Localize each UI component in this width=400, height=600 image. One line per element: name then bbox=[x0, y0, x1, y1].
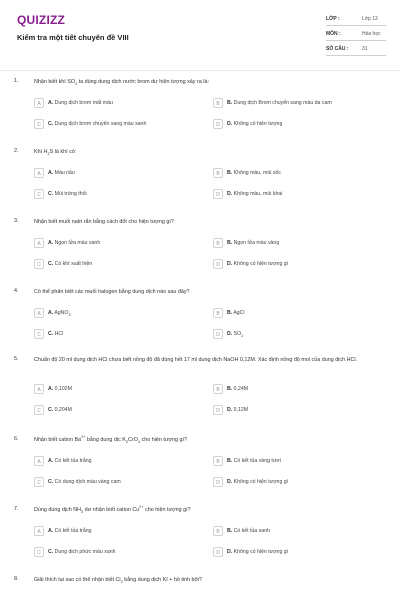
question-text: Khí $H_2S$ là khí có: bbox=[34, 149, 77, 157]
meta-divider bbox=[326, 55, 386, 56]
question-text: Chuẩn độ 20 ml dung dịch HCl chưa biết nồng độ đã dùng hết 17 ml dung dịch NaOH 0,12M. Xác định nồng độ mol của dung dịch HCl. bbox=[34, 357, 358, 363]
option-answer: Ngọn lửa màu xanh bbox=[53, 240, 101, 246]
option-label: A. bbox=[48, 100, 54, 106]
option-a[interactable] bbox=[34, 168, 202, 179]
option-label: C. bbox=[48, 121, 54, 127]
option-label: D. bbox=[227, 331, 233, 337]
option-text bbox=[227, 549, 288, 555]
option-text bbox=[48, 261, 92, 267]
option-letter-box[interactable]: D bbox=[213, 329, 223, 339]
option-label: A. bbox=[48, 170, 54, 176]
option-letter-box[interactable]: B bbox=[213, 384, 223, 394]
option-c[interactable] bbox=[34, 405, 202, 416]
question-text: Nhận biết cation $Ba^{2+}$ bằng dung dịc $K_2CrO_4$ cho hiện tượng gì? bbox=[34, 435, 188, 445]
option-letter-box[interactable]: B bbox=[213, 456, 223, 466]
question-number: 7. bbox=[14, 506, 19, 512]
meta-count-value: 31 bbox=[362, 46, 368, 52]
option-label: B. bbox=[227, 528, 233, 534]
option-d[interactable] bbox=[213, 259, 381, 270]
option-text bbox=[227, 331, 243, 337]
option-a[interactable] bbox=[34, 384, 202, 395]
question-number: 1. bbox=[14, 78, 19, 84]
option-d[interactable] bbox=[213, 119, 381, 130]
option-text bbox=[227, 121, 282, 127]
option-b[interactable] bbox=[213, 168, 381, 179]
option-letter-box[interactable]: A bbox=[34, 238, 44, 248]
option-label: A. bbox=[48, 240, 54, 246]
option-answer: Có kết tủa trắng bbox=[53, 458, 92, 464]
option-letter-box[interactable]: D bbox=[213, 477, 223, 487]
option-letter-box[interactable]: B bbox=[213, 308, 223, 318]
option-letter-box[interactable]: C bbox=[34, 119, 44, 129]
option-text bbox=[48, 407, 72, 413]
option-text bbox=[48, 528, 92, 534]
option-answer: Có khí xuất hiện bbox=[53, 261, 93, 267]
option-a[interactable] bbox=[34, 456, 202, 467]
meta-divider bbox=[326, 25, 386, 26]
option-text bbox=[227, 310, 245, 316]
option-label: C. bbox=[48, 191, 54, 197]
option-text bbox=[227, 261, 288, 267]
meta-count-label: SỐ CÂU : bbox=[326, 46, 349, 52]
option-text bbox=[227, 458, 281, 464]
question-text: Dùng dung dịch $NH_3$ dư nhận biết cation $Cu^{2+}$ cho hiện tượng gì? bbox=[34, 505, 191, 515]
quizizz-logo: QUIZIZZ bbox=[17, 13, 66, 27]
option-label: D. bbox=[227, 121, 233, 127]
option-letter-box[interactable]: B bbox=[213, 526, 223, 536]
option-answer: Ngọn lửa màu vàng bbox=[232, 240, 280, 246]
option-answer: Có kết tủa trắng bbox=[53, 528, 92, 534]
option-answer: Không có hiện tượng bbox=[232, 121, 283, 127]
option-answer: Không có hiện tượng gì bbox=[232, 549, 289, 555]
option-label: C. bbox=[48, 261, 54, 267]
option-letter-box[interactable]: C bbox=[34, 405, 44, 415]
meta-grade-value: Lớp 12 bbox=[362, 16, 378, 22]
option-text bbox=[48, 170, 75, 176]
option-answer: Màu nâu bbox=[53, 170, 75, 176]
option-letter-box[interactable]: D bbox=[213, 119, 223, 129]
option-label: C. bbox=[48, 331, 54, 337]
option-answer: 0,24M bbox=[232, 386, 249, 392]
meta-grade-label: LỚP : bbox=[326, 16, 340, 22]
option-text bbox=[48, 121, 146, 127]
option-answer: Dung dịch brom mất màu bbox=[53, 100, 113, 106]
option-label: D. bbox=[227, 407, 233, 413]
option-letter-box[interactable]: B bbox=[213, 238, 223, 248]
option-answer: Có kết tủa vàng tươi bbox=[232, 458, 281, 464]
option-label: B. bbox=[227, 310, 233, 316]
worksheet-header bbox=[0, 0, 400, 66]
option-text bbox=[48, 100, 113, 106]
question-text: Nhận biết muối natri rắn bằng cách đốt cho hiện tượng gì? bbox=[34, 219, 174, 225]
option-text bbox=[227, 386, 248, 392]
option-answer: Không có hiện tượng gì bbox=[232, 261, 289, 267]
option-letter-box[interactable]: A bbox=[34, 168, 44, 178]
option-c[interactable] bbox=[34, 119, 202, 130]
option-answer: 0,102M bbox=[53, 386, 72, 392]
option-label: B. bbox=[227, 386, 233, 392]
option-text bbox=[48, 191, 87, 197]
option-answer: AgNO$_3$ bbox=[53, 310, 71, 318]
option-d[interactable] bbox=[213, 189, 381, 200]
option-label: A. bbox=[48, 458, 54, 464]
option-label: D. bbox=[227, 479, 233, 485]
option-answer: Mùi trứng thối bbox=[53, 191, 87, 197]
option-text bbox=[227, 407, 248, 413]
option-answer: Không có hiện tượng gì bbox=[232, 479, 289, 485]
option-answer: 0,12M bbox=[232, 407, 249, 413]
option-text bbox=[48, 331, 63, 337]
question-text: Nhận biết khí $SO_2$ ta dùng dung dịch nước brom dư hiện tượng xảy ra là: bbox=[34, 79, 209, 87]
option-text bbox=[48, 479, 121, 485]
question-number: 3. bbox=[14, 218, 19, 224]
option-text bbox=[227, 528, 270, 534]
option-label: D. bbox=[227, 261, 233, 267]
option-label: B. bbox=[227, 240, 233, 246]
option-letter-box[interactable]: A bbox=[34, 308, 44, 318]
option-label: C. bbox=[48, 549, 54, 555]
option-b[interactable] bbox=[213, 384, 381, 395]
question-number: 4. bbox=[14, 288, 19, 294]
option-letter-box[interactable]: A bbox=[34, 456, 44, 466]
option-letter-box[interactable]: B bbox=[213, 168, 223, 178]
option-letter-box[interactable]: C bbox=[34, 477, 44, 487]
option-answer: Không màu, mùi sốc bbox=[232, 170, 281, 176]
option-b[interactable] bbox=[213, 456, 381, 467]
option-answer: HCl bbox=[53, 331, 64, 337]
option-letter-box[interactable]: D bbox=[213, 405, 223, 415]
option-label: B. bbox=[227, 100, 233, 106]
option-letter-box[interactable]: A bbox=[34, 384, 44, 394]
option-text bbox=[48, 549, 116, 555]
option-text bbox=[48, 458, 92, 464]
option-label: A. bbox=[48, 528, 54, 534]
option-b[interactable] bbox=[213, 238, 381, 249]
option-c[interactable] bbox=[34, 547, 202, 558]
option-d[interactable] bbox=[213, 329, 381, 340]
option-d[interactable] bbox=[213, 405, 381, 416]
option-label: B. bbox=[227, 170, 233, 176]
option-label: A. bbox=[48, 310, 54, 316]
option-text bbox=[227, 170, 281, 176]
meta-divider bbox=[326, 40, 386, 41]
option-letter-box[interactable]: A bbox=[34, 526, 44, 536]
option-c[interactable] bbox=[34, 477, 202, 488]
option-a[interactable] bbox=[34, 98, 202, 109]
option-a[interactable] bbox=[34, 526, 202, 537]
header-divider bbox=[0, 70, 400, 71]
option-letter-box[interactable]: C bbox=[34, 259, 44, 269]
option-letter-box[interactable]: C bbox=[34, 547, 44, 557]
option-answer: Không màu, mùi khai bbox=[232, 191, 283, 197]
option-answer: Có dung dịch màu vàng cam bbox=[53, 479, 121, 485]
option-text bbox=[48, 386, 72, 392]
option-c[interactable] bbox=[34, 329, 202, 340]
option-label: A. bbox=[48, 386, 54, 392]
question-number: 6. bbox=[14, 436, 19, 442]
option-text bbox=[227, 100, 332, 106]
option-answer: 0,204M bbox=[53, 407, 72, 413]
option-answer: $SO_2$ bbox=[232, 331, 244, 339]
option-b[interactable] bbox=[213, 526, 381, 537]
option-letter-box[interactable]: C bbox=[34, 189, 44, 199]
question-number: 2. bbox=[14, 148, 19, 154]
option-b[interactable] bbox=[213, 308, 381, 319]
meta-subject-value: Hóa học bbox=[362, 31, 381, 37]
option-letter-box[interactable]: A bbox=[34, 98, 44, 108]
option-c[interactable] bbox=[34, 189, 202, 200]
option-d[interactable] bbox=[213, 547, 381, 558]
option-c[interactable] bbox=[34, 259, 202, 270]
option-letter-box[interactable]: D bbox=[213, 189, 223, 199]
option-label: C. bbox=[48, 407, 54, 413]
option-letter-box[interactable]: C bbox=[34, 329, 44, 339]
option-letter-box[interactable]: D bbox=[213, 259, 223, 269]
option-a[interactable] bbox=[34, 308, 202, 319]
option-answer: Có kết tủa xanh bbox=[232, 528, 270, 534]
option-label: D. bbox=[227, 549, 233, 555]
question-text: Có thể phân biệt các muối halogen bằng dung dịch nào sau đây? bbox=[34, 289, 190, 295]
option-answer: Dung dịch phức màu xanh bbox=[53, 549, 116, 555]
option-letter-box[interactable]: D bbox=[213, 547, 223, 557]
question-text: Giải thích tại sao có thể nhận biết $Cl_2$ bằng dung dịch KI + hồ tinh bột? bbox=[34, 577, 203, 585]
option-text bbox=[48, 240, 100, 246]
option-text bbox=[227, 479, 288, 485]
option-a[interactable] bbox=[34, 238, 202, 249]
option-answer: Dung dịch brom chuyển sang màu xanh bbox=[53, 121, 147, 127]
option-label: D. bbox=[227, 191, 233, 197]
option-label: C. bbox=[48, 479, 54, 485]
option-text bbox=[48, 310, 71, 316]
worksheet-title: Kiểm tra một tiết chuyên đề VIII bbox=[17, 33, 129, 42]
meta-subject-label: MÔN : bbox=[326, 31, 341, 37]
option-letter-box[interactable]: B bbox=[213, 98, 223, 108]
option-text bbox=[227, 191, 282, 197]
question-number: 5. bbox=[14, 356, 19, 362]
option-answer: Dung dịch Brom chuyển sang màu da cam bbox=[232, 100, 332, 106]
option-b[interactable] bbox=[213, 98, 381, 109]
option-label: B. bbox=[227, 458, 233, 464]
option-d[interactable] bbox=[213, 477, 381, 488]
option-answer: AgCl bbox=[232, 310, 245, 316]
option-text bbox=[227, 240, 279, 246]
question-number: 8. bbox=[14, 576, 19, 582]
